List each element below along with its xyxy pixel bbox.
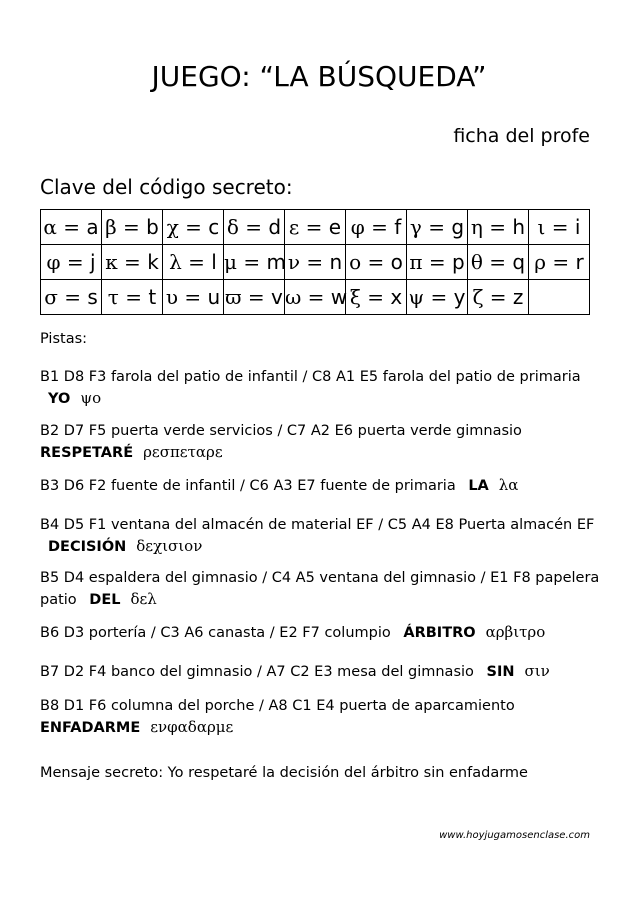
greek-letter: α: [43, 215, 57, 239]
equals-sign: =: [116, 215, 147, 239]
key-heading: Clave del código secreto:: [40, 175, 293, 199]
key-cell: [224, 245, 285, 280]
key-cell: [285, 245, 346, 280]
equals-sign: =: [241, 285, 271, 309]
clue-item: [40, 475, 600, 497]
page-subtitle: ficha del profe: [453, 125, 590, 147]
greek-letter: ζ: [472, 285, 484, 309]
greek-letter: ι: [537, 215, 546, 239]
key-cell: [285, 210, 346, 245]
code-key-table: [40, 209, 590, 315]
latin-letter: h: [512, 215, 526, 239]
clue-text: B3 D6 F2 fuente de infantil / C6 A3 E7 fuente de primaria: [40, 478, 461, 494]
latin-letter: w: [330, 285, 348, 309]
equals-sign: =: [57, 285, 88, 309]
key-row: [41, 245, 590, 280]
clue-greek: ψο: [80, 389, 102, 407]
key-row: [41, 280, 590, 315]
latin-letter: x: [390, 285, 403, 309]
key-cell: [285, 280, 346, 315]
latin-letter: m: [266, 250, 286, 274]
clue-text: B1 D8 F3 farola del patio de infantil / C8 A1 E5 farola del patio de primaria: [40, 369, 581, 385]
key-row: [41, 210, 590, 245]
greek-letter: σ: [44, 285, 58, 309]
equals-sign: =: [482, 250, 513, 274]
greek-letter: ψ: [408, 285, 425, 309]
clue-item: [40, 515, 600, 558]
equals-sign: =: [118, 285, 149, 309]
greek-letter: ε: [288, 215, 300, 239]
equals-sign: =: [546, 250, 576, 274]
clue-greek: λα: [498, 476, 519, 494]
latin-letter: y: [453, 285, 466, 309]
equals-sign: =: [482, 215, 513, 239]
equals-sign: =: [424, 285, 454, 309]
clue-greek: δεχισιον: [136, 537, 203, 555]
key-cell: [41, 245, 102, 280]
latin-letter: g: [451, 215, 465, 239]
equals-sign: =: [299, 215, 329, 239]
clue-greek: ενφαδαρμε: [150, 718, 234, 736]
greek-letter: φ: [46, 250, 61, 274]
key-cell: [468, 245, 529, 280]
clue-greek: σιν: [524, 662, 550, 680]
latin-letter: j: [89, 250, 96, 274]
equals-sign: =: [238, 215, 269, 239]
greek-letter: κ: [105, 250, 118, 274]
clue-text: B7 D2 F4 banco del gimnasio / A7 C2 E3 mesa del gimnasio: [40, 664, 479, 680]
clue-text: B2 D7 F5 puerta verde servicios / C7 A2 E6 puerta verde gimnasio: [40, 423, 522, 439]
equals-sign: =: [178, 285, 208, 309]
key-cell: [102, 280, 163, 315]
key-cell: [102, 210, 163, 245]
key-cell: [346, 280, 407, 315]
latin-letter: p: [451, 250, 465, 274]
latin-letter: f: [394, 215, 402, 239]
key-cell: [41, 210, 102, 245]
latin-letter: k: [147, 250, 159, 274]
latin-letter: a: [86, 215, 99, 239]
latin-letter: u: [207, 285, 221, 309]
latin-letter: r: [575, 250, 584, 274]
key-cell: [41, 280, 102, 315]
clue-word: SIN: [486, 664, 515, 680]
equals-sign: =: [56, 215, 87, 239]
key-cell: [407, 280, 468, 315]
greek-letter: π: [409, 250, 423, 274]
clues-label: Pistas:: [40, 331, 88, 347]
clue-item: [40, 568, 600, 611]
key-cell: [163, 210, 224, 245]
latin-letter: e: [328, 215, 342, 239]
page-title: JUEGO: “LA BÚSQUEDA”: [151, 60, 487, 93]
clue-item: [40, 367, 600, 410]
greek-letter: θ: [470, 250, 483, 274]
latin-letter: c: [208, 215, 220, 239]
latin-letter: v: [270, 285, 283, 309]
key-cell: [163, 280, 224, 315]
clue-greek: δελ: [130, 590, 157, 608]
greek-letter: δ: [226, 215, 239, 239]
key-cell: [163, 245, 224, 280]
greek-letter: ρ: [534, 250, 547, 274]
key-cell: [529, 280, 590, 315]
greek-letter: ω: [285, 285, 302, 309]
equals-sign: =: [178, 215, 209, 239]
key-cell: [224, 280, 285, 315]
footer-website: www.hoyjugamosenclase.com: [439, 830, 590, 841]
key-cell: [102, 245, 163, 280]
equals-sign: =: [421, 215, 452, 239]
equals-sign: =: [301, 285, 331, 309]
equals-sign: =: [422, 250, 452, 274]
equals-sign: =: [300, 250, 330, 274]
equals-sign: =: [483, 285, 513, 309]
greek-letter: φ: [350, 215, 365, 239]
clue-text: B8 D1 F6 columna del porche / A8 C1 E4 puerta de aparcamiento: [40, 698, 515, 714]
greek-letter: λ: [169, 250, 182, 274]
key-cell: [529, 245, 590, 280]
greek-letter: μ: [224, 250, 237, 274]
latin-letter: s: [87, 285, 98, 309]
key-cell: [407, 245, 468, 280]
key-cell: [407, 210, 468, 245]
clue-word: RESPETARÉ: [40, 445, 134, 461]
clue-text: B4 D5 F1 ventana del almacén de material EF / C5 A4 E8 Puerta almacén EF: [40, 517, 595, 533]
latin-letter: o: [390, 250, 403, 274]
greek-letter: ν: [287, 250, 300, 274]
key-cell: [468, 280, 529, 315]
greek-letter: ο: [349, 250, 362, 274]
key-cell: [529, 210, 590, 245]
secret-message: Mensaje secreto: Yo respetaré la decisión del árbitro sin enfadarme: [40, 765, 528, 781]
latin-letter: n: [329, 250, 343, 274]
clue-item: [40, 661, 600, 683]
clue-word: LA: [468, 478, 489, 494]
key-cell: [468, 210, 529, 245]
latin-letter: d: [268, 215, 282, 239]
equals-sign: =: [237, 250, 267, 274]
clue-item: [40, 696, 600, 739]
clue-greek: αρβιτρο: [485, 623, 546, 641]
clue-word: ENFADARME: [40, 720, 141, 736]
clue-text: B6 D3 portería / C3 A6 canasta / E2 F7 columpio: [40, 625, 396, 641]
clue-word: ÁRBITRO: [403, 625, 476, 641]
equals-sign: =: [117, 250, 148, 274]
equals-sign: =: [60, 250, 90, 274]
greek-letter: ϖ: [225, 285, 242, 309]
greek-letter: υ: [165, 285, 178, 309]
latin-letter: q: [512, 250, 526, 274]
clue-word: YO: [48, 391, 71, 407]
key-cell: [346, 245, 407, 280]
equals-sign: =: [364, 215, 395, 239]
clue-word: DECISIÓN: [48, 539, 127, 555]
key-cell: [346, 210, 407, 245]
greek-letter: β: [105, 215, 117, 239]
latin-letter: i: [574, 215, 581, 239]
greek-letter: η: [470, 215, 483, 239]
key-cell: [224, 210, 285, 245]
greek-letter: γ: [409, 215, 422, 239]
latin-letter: l: [211, 250, 217, 274]
clue-item: [40, 421, 600, 464]
clue-word: DEL: [89, 592, 121, 608]
equals-sign: =: [545, 215, 575, 239]
latin-letter: t: [148, 285, 157, 309]
clue-text: B5 D4 espaldera del gimnasio / C4 A5 ventana del gimnasio / E1 F8 papelera patio: [40, 570, 600, 608]
clue-item: [40, 622, 600, 644]
clue-greek: ρεσπεταρε: [143, 443, 223, 461]
greek-letter: τ: [107, 285, 119, 309]
equals-sign: =: [360, 285, 391, 309]
latin-letter: z: [512, 285, 524, 309]
equals-sign: =: [181, 250, 212, 274]
latin-letter: b: [146, 215, 159, 239]
greek-letter: ξ: [349, 285, 361, 309]
greek-letter: χ: [166, 215, 179, 239]
equals-sign: =: [361, 250, 391, 274]
